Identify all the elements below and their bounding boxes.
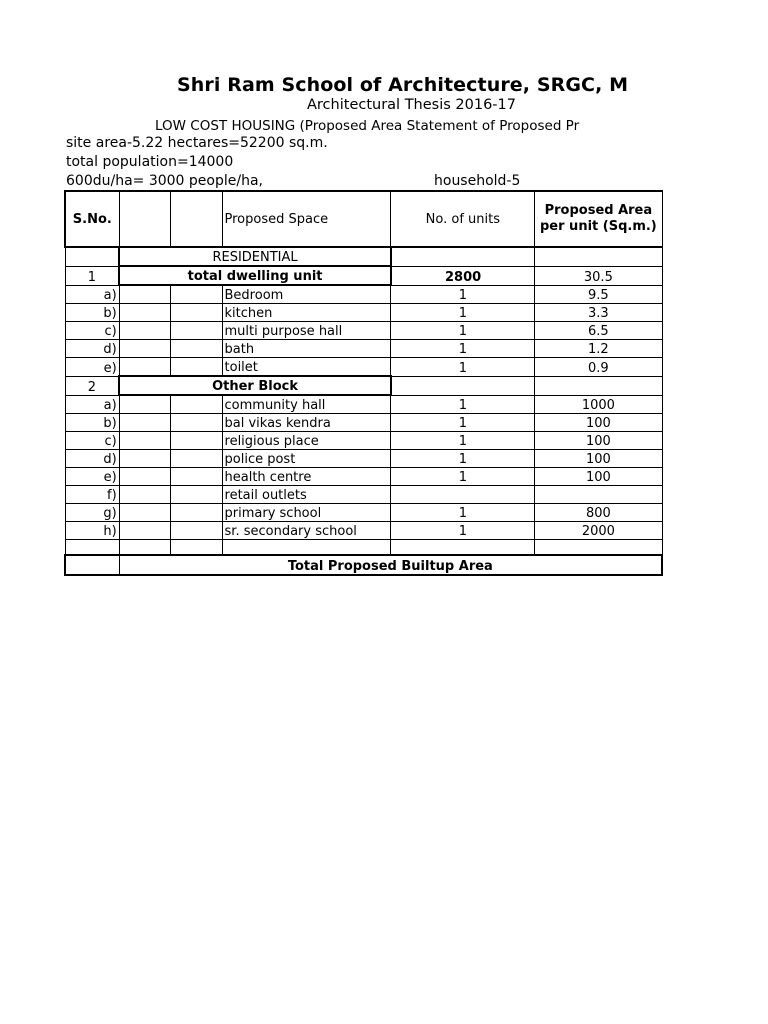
- group1-row: [65, 266, 662, 285]
- row-units: 1: [391, 414, 535, 432]
- row-area: 800: [535, 504, 662, 522]
- row-units: 1: [391, 522, 535, 540]
- table-row: [65, 358, 662, 377]
- row-sno: f): [65, 486, 119, 504]
- table-row: [65, 522, 662, 540]
- row-units: 1: [391, 285, 535, 304]
- table-row: [65, 432, 662, 450]
- row-space: bal vikas kendra: [222, 414, 391, 432]
- row-units: 1: [391, 395, 535, 414]
- group2-row: [65, 376, 662, 395]
- row-units: 1: [391, 504, 535, 522]
- residential-label: RESIDENTIAL: [119, 247, 391, 266]
- row-area: 2000: [535, 522, 662, 540]
- row-space: toilet: [222, 358, 391, 377]
- row-area: 100: [535, 432, 662, 450]
- row-units: 1: [391, 358, 535, 377]
- row-space: Bedroom: [222, 285, 391, 304]
- row-sno: c): [65, 432, 119, 450]
- row-area: 0.9: [535, 358, 662, 377]
- table-row: [65, 340, 662, 358]
- row-area: 100: [535, 468, 662, 486]
- table-row: [65, 414, 662, 432]
- row-area: 6.5: [535, 322, 662, 340]
- row-space: police post: [222, 450, 391, 468]
- table-row: [65, 468, 662, 486]
- row-area: 1000: [535, 395, 662, 414]
- household-text: household-5: [434, 173, 521, 189]
- row-sno: g): [65, 504, 119, 522]
- table-row: [65, 450, 662, 468]
- row-units: 1: [391, 450, 535, 468]
- row-area: 100: [535, 414, 662, 432]
- site-area-text: site area-5.22 hectares=52200 sq.m.: [66, 135, 328, 151]
- group1-area: 30.5: [535, 266, 662, 285]
- table-header-row: [65, 191, 662, 247]
- row-sno: a): [65, 395, 119, 414]
- row-sno: e): [65, 358, 119, 377]
- row-sno: b): [65, 414, 119, 432]
- project-subtitle: LOW COST HOUSING (Proposed Area Statement of Proposed Pr: [155, 118, 580, 134]
- row-space: religious place: [222, 432, 391, 450]
- area-statement-table: [64, 190, 663, 576]
- row-space: bath: [222, 340, 391, 358]
- row-units: [391, 486, 535, 504]
- table-row: [65, 395, 662, 414]
- row-units: 1: [391, 432, 535, 450]
- row-area: 9.5: [535, 285, 662, 304]
- header-sno: S.No.: [65, 191, 119, 247]
- table-row: [65, 322, 662, 340]
- row-space: community hall: [222, 395, 391, 414]
- row-space: kitchen: [222, 304, 391, 322]
- group2-sno: 2: [65, 376, 119, 395]
- header-proposed-space: Proposed Space: [222, 191, 391, 247]
- row-area: [535, 486, 662, 504]
- page-title: Shri Ram School of Architecture, SRGC, M: [177, 74, 629, 96]
- population-text: total population=14000: [66, 154, 234, 170]
- row-area: 100: [535, 450, 662, 468]
- total-row: [65, 555, 662, 575]
- residential-row: [65, 247, 662, 266]
- row-sno: d): [65, 340, 119, 358]
- row-space: health centre: [222, 468, 391, 486]
- row-area: 3.3: [535, 304, 662, 322]
- row-units: 1: [391, 322, 535, 340]
- row-units: 1: [391, 304, 535, 322]
- header-no-of-units: No. of units: [391, 191, 535, 247]
- group2-name: Other Block: [119, 376, 391, 395]
- row-space: retail outlets: [222, 486, 391, 504]
- row-space: multi purpose hall: [222, 322, 391, 340]
- row-sno: c): [65, 322, 119, 340]
- density-text: 600du/ha= 3000 people/ha,: [66, 173, 263, 189]
- row-space: sr. secondary school: [222, 522, 391, 540]
- row-sno: d): [65, 450, 119, 468]
- row-units: 1: [391, 340, 535, 358]
- row-area: 1.2: [535, 340, 662, 358]
- row-space: primary school: [222, 504, 391, 522]
- total-label: Total Proposed Builtup Area: [119, 555, 662, 575]
- table-row: [65, 504, 662, 522]
- table-row: [65, 486, 662, 504]
- row-sno: b): [65, 304, 119, 322]
- header-proposed-area: Proposed Area per unit (Sq.m.): [535, 191, 662, 247]
- group1-sno: 1: [65, 266, 119, 285]
- table-row: [65, 304, 662, 322]
- row-sno: h): [65, 522, 119, 540]
- row-units: 1: [391, 468, 535, 486]
- thesis-subtitle: Architectural Thesis 2016-17: [307, 97, 516, 113]
- row-sno: a): [65, 285, 119, 304]
- group1-units: 2800: [391, 266, 535, 285]
- row-sno: e): [65, 468, 119, 486]
- blank-row: [65, 540, 662, 556]
- group1-name: total dwelling unit: [119, 266, 391, 285]
- table-row: [65, 285, 662, 304]
